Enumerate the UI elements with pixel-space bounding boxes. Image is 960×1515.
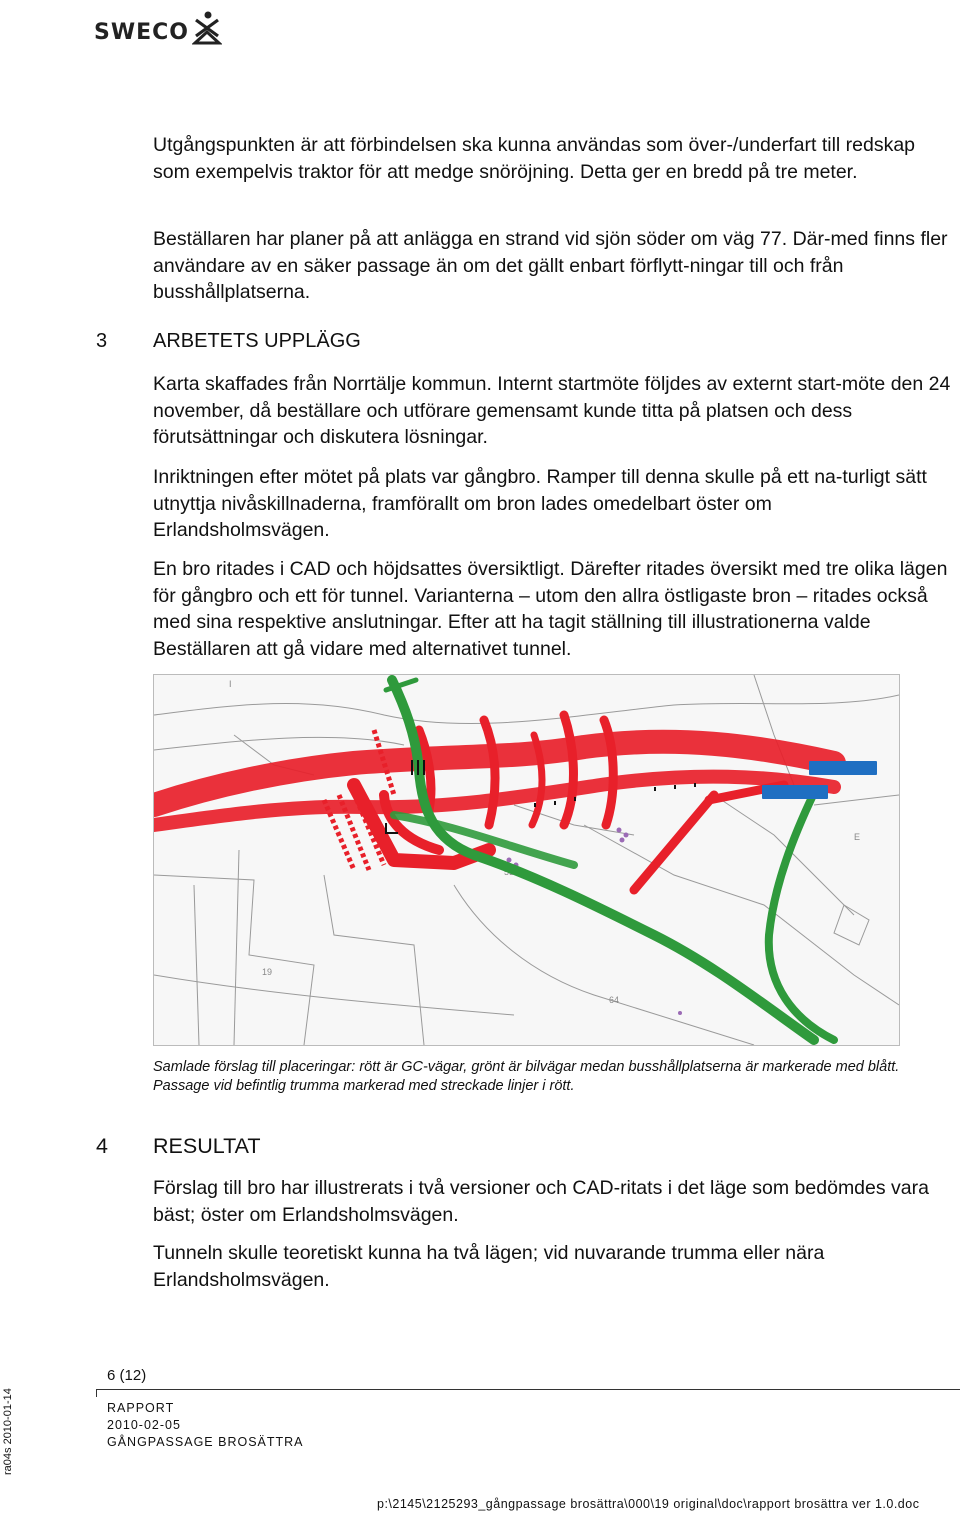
file-path: p:\2145\2125293_gångpassage brosättra\000\19 original\doc\rapport brosättra ver 1.0.doc bbox=[377, 1497, 920, 1511]
paragraph-6: Förslag till bro har illustrerats i två versioner och CAD-ritats i det läge som bedömdes vara bäst; öster om Erlandsholmsvägen. bbox=[153, 1177, 929, 1226]
section-number: 4 bbox=[96, 1134, 108, 1158]
paragraph-1: Utgångspunkten är att förbindelsen ska kunna användas som över-/underfart till redskap som exempelvis traktor för att medge snöröjning. Detta ger en bredd på tre meter. bbox=[153, 134, 916, 183]
section-number: 3 bbox=[96, 330, 108, 352]
doc-date: 2010-02-05 bbox=[107, 1418, 181, 1432]
paragraph-3: Karta skaffades från Norrtälje kommun. Internt startmöte följdes av externt start-möte den 24 november, då beställare och utförare gemensamt kunde titta på platsen och dess förutsättningar och diskutera lösningar. bbox=[153, 373, 951, 448]
paragraph-5: En bro ritades i CAD och höjdsattes översiktligt. Därefter ritades översikt med tre olika lägen för gångbro och ett för tunnel. Varianterna – utom den allra östligaste bron – ritades också med sina respektive anslutningar. Efter att ha tagit ställning till illustrationerna valde Beställaren att gå vidare med alternativet tunnel. bbox=[153, 558, 948, 660]
bus-stop-south bbox=[762, 785, 828, 799]
footer-divider-tick bbox=[96, 1389, 97, 1397]
map-label: E bbox=[854, 832, 861, 842]
section-title: RESULTAT bbox=[153, 1134, 261, 1158]
template-code: ra04s 2010-01-14 bbox=[2, 1388, 14, 1475]
paragraph-4: Inriktningen efter mötet på plats var gångbro. Ramper till denna skulle på ett na-turligt sätt utnyttja nivåskillnaderna, framförallt om bron lades omedelbart öster om Erlandsholmsvägen. bbox=[153, 466, 927, 541]
logo-text: SWECO bbox=[94, 20, 189, 45]
bus-stop-north bbox=[809, 761, 877, 775]
paragraph-7: Tunneln skulle teoretiskt kunna ha två lägen; vid nuvarande trumma eller nära Erlandsholmsvägen. bbox=[153, 1242, 825, 1291]
doc-title: GÅNGPASSAGE BROSÄTTRA bbox=[107, 1435, 304, 1449]
map-label: I bbox=[229, 679, 232, 689]
figure-caption: Samlade förslag till placeringar: rött är GC-vägar, grönt är bilvägar medan busshållplatserna är markerade med blått. Passage vid befintlig trumma markerad med streckade linjer i rött. bbox=[153, 1059, 900, 1094]
map-label: 64 bbox=[609, 995, 620, 1005]
sweco-star-icon bbox=[192, 10, 222, 46]
map-label: 53 bbox=[504, 867, 515, 877]
footer-divider bbox=[96, 1389, 960, 1390]
section-title: ARBETETS UPPLÄGG bbox=[153, 330, 361, 352]
site-plan-drawing bbox=[154, 675, 899, 1045]
site-plan-map bbox=[153, 674, 900, 1046]
map-label: 19 bbox=[262, 967, 273, 977]
footer-meta bbox=[107, 1400, 304, 1451]
paragraph-2: Beställaren har planer på att anlägga en strand vid sjön söder om väg 77. Där-med finns fler användare av en säker passage än om det gällt enbart förflytt-ningar till och från busshållplatserna. bbox=[153, 228, 948, 303]
section-4-heading bbox=[96, 1134, 261, 1159]
page-number: 6 (12) bbox=[107, 1367, 147, 1384]
doc-type: RAPPORT bbox=[107, 1401, 175, 1415]
sweco-logo bbox=[94, 6, 222, 46]
section-3-heading bbox=[96, 330, 361, 353]
